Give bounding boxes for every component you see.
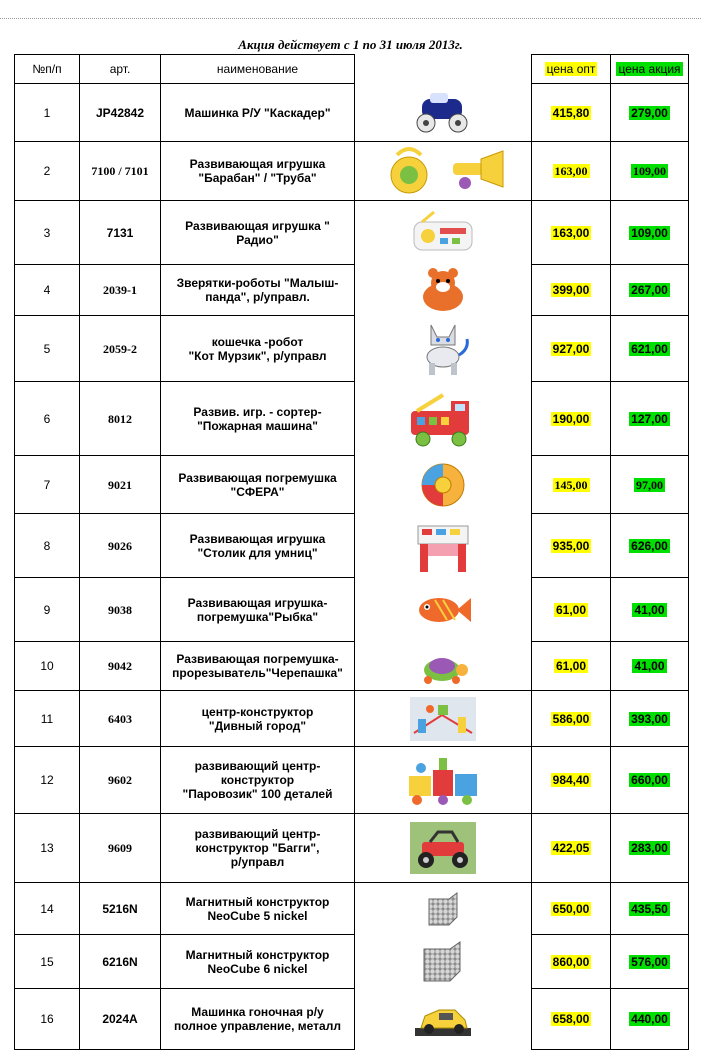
article-code: 2024A xyxy=(80,989,161,1050)
article-code: 6216N xyxy=(80,935,161,989)
price-opt: 61,00 xyxy=(532,578,611,642)
table-row xyxy=(15,316,689,382)
row-number: 6 xyxy=(15,382,80,456)
price-promo: 41,00 xyxy=(611,642,689,691)
table-row xyxy=(15,578,689,642)
product-image xyxy=(355,84,532,142)
product-name: Машинка Р/У "Каскадер" xyxy=(161,84,355,142)
product-image xyxy=(355,514,532,578)
col-header-num: №п/п xyxy=(15,55,80,84)
promo-heading: Акция действует с 1 по 31 июля 2013г. xyxy=(238,37,463,52)
neocube-small-icon xyxy=(423,889,463,929)
product-image xyxy=(355,642,532,691)
drum-and-trumpet-icon xyxy=(373,145,513,197)
price-opt: 935,00 xyxy=(532,514,611,578)
product-name: центр-конструктор "Дивный город" xyxy=(161,691,355,747)
price-opt: 658,00 xyxy=(532,989,611,1050)
product-name: Развив. игр. - сортер- "Пожарная машина" xyxy=(161,382,355,456)
article-code: 7131 xyxy=(80,201,161,265)
product-name: Развивающая игрушка "Барабан" / "Труба" xyxy=(161,142,355,201)
row-number: 3 xyxy=(15,201,80,265)
row-number: 11 xyxy=(15,691,80,747)
price-promo: 41,00 xyxy=(611,578,689,642)
product-name: развивающий центр- конструктор "Паровозик" 100 деталей xyxy=(161,747,355,814)
article-code: 2059-2 xyxy=(80,316,161,382)
row-number: 7 xyxy=(15,456,80,514)
product-image xyxy=(355,201,532,265)
price-promo: 393,00 xyxy=(611,691,689,747)
table-row xyxy=(15,691,689,747)
top-divider xyxy=(0,18,701,19)
product-name: Зверятки-роботы "Малыш- панда", р/управл. xyxy=(161,265,355,316)
price-opt: 61,00 xyxy=(532,642,611,691)
price-opt: 984,40 xyxy=(532,747,611,814)
product-image xyxy=(355,456,532,514)
price-promo: 621,00 xyxy=(611,316,689,382)
price-promo: 660,00 xyxy=(611,747,689,814)
sphere-rattle-icon xyxy=(418,460,468,510)
table-row xyxy=(15,382,689,456)
col-header-art: арт. xyxy=(80,55,161,84)
header-row xyxy=(15,55,689,84)
toy-radio-icon xyxy=(408,208,478,258)
product-name: Развивающая погремушка- прорезыватель"Черепашка" xyxy=(161,642,355,691)
article-code: 8012 xyxy=(80,382,161,456)
product-image xyxy=(355,989,532,1050)
table-row xyxy=(15,883,689,935)
product-image xyxy=(355,691,532,747)
table-row xyxy=(15,142,689,201)
price-promo: 440,00 xyxy=(611,989,689,1050)
price-promo: 97,00 xyxy=(611,456,689,514)
product-image xyxy=(355,265,532,316)
product-name: Развивающая игрушка- погремушка"Рыбка" xyxy=(161,578,355,642)
table-row xyxy=(15,814,689,883)
row-number: 4 xyxy=(15,265,80,316)
product-image xyxy=(355,883,532,935)
row-number: 1 xyxy=(15,84,80,142)
price-promo: 109,00 xyxy=(611,142,689,201)
article-code: 9602 xyxy=(80,747,161,814)
article-code: 9021 xyxy=(80,456,161,514)
city-construction-set-icon xyxy=(408,695,478,743)
price-promo: 279,00 xyxy=(611,84,689,142)
fire-truck-sorter-icon xyxy=(403,389,483,449)
yellow-race-car-icon xyxy=(411,998,475,1040)
article-code: JP42842 xyxy=(80,84,161,142)
row-number: 2 xyxy=(15,142,80,201)
table-row xyxy=(15,747,689,814)
robot-cat-icon xyxy=(413,319,473,379)
table-row xyxy=(15,201,689,265)
product-name: Магнитный конструктор NeoCube 5 nickel xyxy=(161,883,355,935)
price-opt: 145,00 xyxy=(532,456,611,514)
product-image xyxy=(355,935,532,989)
price-promo: 576,00 xyxy=(611,935,689,989)
article-code: 9609 xyxy=(80,814,161,883)
price-promo: 109,00 xyxy=(611,201,689,265)
col-header-image xyxy=(355,55,532,84)
product-name: развивающий центр- конструктор "Багги", р/управл xyxy=(161,814,355,883)
article-code: 7100 / 7101 xyxy=(80,142,161,201)
product-name: Развивающая игрушка "Столик для умниц" xyxy=(161,514,355,578)
row-number: 13 xyxy=(15,814,80,883)
robot-panda-icon xyxy=(413,267,473,313)
price-promo: 267,00 xyxy=(611,265,689,316)
product-image xyxy=(355,142,532,201)
product-name: кошечка -робот "Кот Мурзик", р/управл xyxy=(161,316,355,382)
table-row xyxy=(15,456,689,514)
table-row xyxy=(15,935,689,989)
train-construction-set-icon xyxy=(403,750,483,810)
col-header-name: наименование xyxy=(161,55,355,84)
row-number: 5 xyxy=(15,316,80,382)
activity-table-icon xyxy=(410,516,476,576)
col-header-price-opt: цена опт xyxy=(532,55,611,84)
product-image xyxy=(355,747,532,814)
price-opt: 163,00 xyxy=(532,142,611,201)
article-code: 5216N xyxy=(80,883,161,935)
fish-rattle-icon xyxy=(411,590,475,630)
price-promo: 127,00 xyxy=(611,382,689,456)
article-code: 9038 xyxy=(80,578,161,642)
price-opt: 586,00 xyxy=(532,691,611,747)
row-number: 16 xyxy=(15,989,80,1050)
price-opt: 190,00 xyxy=(532,382,611,456)
price-opt: 399,00 xyxy=(532,265,611,316)
table-row xyxy=(15,514,689,578)
price-opt: 163,00 xyxy=(532,201,611,265)
product-image xyxy=(355,814,532,883)
row-number: 14 xyxy=(15,883,80,935)
price-table xyxy=(14,54,689,1050)
product-image xyxy=(355,316,532,382)
product-name: Машинка гоночная р/у полное управление, металл xyxy=(161,989,355,1050)
product-name: Развивающая погремушка "СФЕРА" xyxy=(161,456,355,514)
article-code: 2039-1 xyxy=(80,265,161,316)
article-code: 9026 xyxy=(80,514,161,578)
price-opt: 927,00 xyxy=(532,316,611,382)
price-opt: 422,05 xyxy=(532,814,611,883)
row-number: 12 xyxy=(15,747,80,814)
row-number: 8 xyxy=(15,514,80,578)
product-image xyxy=(355,382,532,456)
price-opt: 415,80 xyxy=(532,84,611,142)
product-name: Развивающая игрушка " Радио" xyxy=(161,201,355,265)
table-row xyxy=(15,642,689,691)
price-promo: 283,00 xyxy=(611,814,689,883)
table-row xyxy=(15,989,689,1050)
price-promo: 435,50 xyxy=(611,883,689,935)
table-row xyxy=(15,84,689,142)
product-name: Магнитный конструктор NeoCube 6 nickel xyxy=(161,935,355,989)
col-header-price-promo: цена акция xyxy=(611,55,689,84)
table-row xyxy=(15,265,689,316)
price-opt: 860,00 xyxy=(532,935,611,989)
article-code: 9042 xyxy=(80,642,161,691)
price-opt: 650,00 xyxy=(532,883,611,935)
product-image xyxy=(355,578,532,642)
price-promo: 626,00 xyxy=(611,514,689,578)
row-number: 15 xyxy=(15,935,80,989)
row-number: 10 xyxy=(15,642,80,691)
buggy-construction-set-icon xyxy=(408,820,478,876)
neocube-large-icon xyxy=(420,939,466,985)
rc-stunt-car-icon xyxy=(408,87,478,137)
row-number: 9 xyxy=(15,578,80,642)
turtle-teether-icon xyxy=(416,646,470,686)
article-code: 6403 xyxy=(80,691,161,747)
